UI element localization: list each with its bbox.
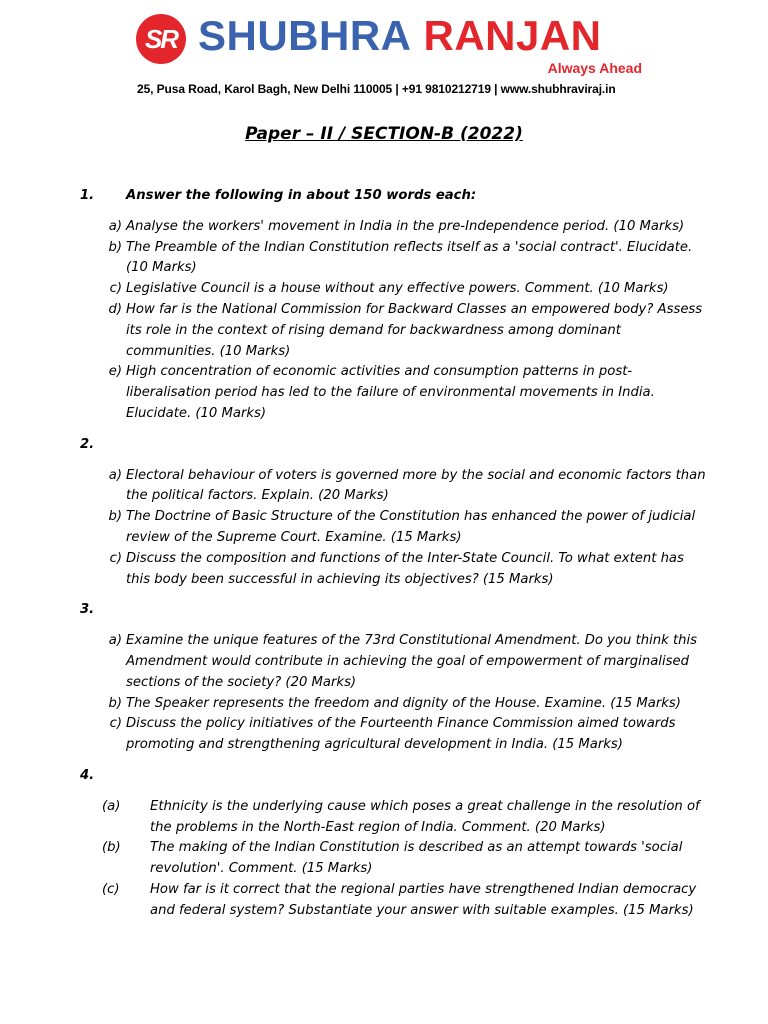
list-item [80, 507, 710, 549]
sub-question-label: c) [109, 716, 122, 732]
sub-question-text: The Doctrine of Basic Structure of the Constitution has enhanced the power of judicial review of the Supreme Court. Examine. (15 Marks) [126, 509, 696, 545]
tagline: Always Ahead [547, 60, 642, 76]
sub-question-text: Examine the unique features of the 73rd Constitutional Amendment. Do you think this Amendment would contribute in achieving the goal of empowerment of marginalised sections of the society? (20 Marks) [126, 633, 698, 690]
list-item [80, 694, 710, 715]
question-instruction [126, 600, 710, 621]
question-number: 3. [80, 602, 95, 618]
sub-question-list [80, 631, 710, 756]
question-heading [80, 600, 710, 621]
list-item [80, 300, 710, 362]
sub-question-label: a) [108, 218, 122, 234]
sub-question-text: Discuss the policy initiatives of the Fourteenth Finance Commission aimed towards promoting and strengthening agricultural development in India. (15 Marks) [126, 716, 676, 753]
address-line: 25, Pusa Road, Karol Bagh, New Delhi 110005 | +91 9810212719 | www.shubhraviraj.in [137, 82, 616, 96]
list-item [80, 714, 710, 756]
brand-first: SHUBHRA [198, 12, 412, 59]
paper-title: Paper – II / SECTION-B (2022) [245, 124, 523, 144]
question-instruction: Answer the following in about 150 words each: [126, 188, 477, 203]
list-item [80, 838, 710, 880]
question-number: 1. [80, 188, 95, 203]
question-heading [80, 766, 710, 787]
list-item [80, 797, 710, 839]
letterhead [0, 0, 768, 110]
list-item [80, 362, 710, 424]
list-item [80, 880, 710, 922]
question-number: 4. [80, 767, 95, 783]
brand-name [198, 12, 602, 60]
question-2 [80, 435, 710, 591]
sub-question-text: Legislative Council is a house without any effective powers. Comment. (10 Marks) [126, 281, 669, 297]
sub-question-list [80, 217, 710, 425]
sub-question-label: a) [108, 467, 122, 483]
question-heading [80, 186, 710, 207]
sub-question-text: The Preamble of the Indian Constitution reflects itself as a 'social contract'. Elucidate. (10 Marks) [126, 239, 693, 276]
question-instruction [126, 435, 710, 456]
sub-question-label: (a) [102, 798, 121, 814]
list-item [80, 631, 710, 693]
sub-question-text: Analyse the workers' movement in India in the pre-Independence period. (10 Marks) [126, 218, 685, 234]
sub-question-label: (c) [102, 881, 120, 897]
sub-question-text: How far is it correct that the regional parties have strengthened Indian democracy and federal system? Substantiate your answer with suitable examples. (15 Marks) [150, 881, 697, 918]
sub-question-label: a) [108, 633, 122, 649]
sub-question-label: c) [109, 550, 122, 566]
sub-question-text: Discuss the composition and functions of the Inter-State Council. To what extent has this body been successful in achieving its objectives? (15 Marks) [126, 550, 684, 587]
list-item [80, 466, 710, 508]
sub-question-label: (b) [102, 840, 121, 856]
list-item [80, 279, 710, 300]
sub-question-text: How far is the National Commission for Backward Classes an empowered body? Assess its role in the context of rising demand for backwardness among dominant communities. (10 Marks) [126, 301, 703, 359]
sub-question-text: Electoral behaviour of voters is governed more by the social and economic factors than the political factors. Explain. (20 Marks) [126, 467, 706, 504]
sub-question-label: d) [108, 301, 122, 317]
question-list [80, 186, 710, 922]
sub-question-list [80, 466, 710, 591]
sub-question-text: The Speaker represents the freedom and dignity of the House. Examine. (15 Marks) [126, 695, 681, 711]
question-4 [80, 766, 710, 922]
question-heading [80, 435, 710, 456]
sub-question-label: b) [108, 695, 122, 711]
sub-question-text: The making of the Indian Constitution is described as an attempt towards 'social revolution'. Comment. (15 Marks) [150, 840, 683, 877]
sub-question-label: b) [108, 509, 122, 525]
question-number: 2. [80, 436, 95, 452]
brand-second: RANJAN [423, 12, 602, 59]
sub-question-text: High concentration of economic activities and consumption patterns in post-liberalisation period has led to the failure of environmental movements in India. Elucidate. (10 Marks) [126, 364, 655, 421]
sub-question-label: e) [108, 364, 122, 380]
sub-question-label: c) [109, 281, 122, 297]
sub-question-text: Ethnicity is the underlying cause which poses a great challenge in the resolution of the problems in the North-East region of India. Comment. (20 Marks) [150, 798, 700, 835]
sr-logo-icon: SR [136, 14, 186, 64]
question-1 [80, 186, 710, 425]
question-instruction [126, 766, 710, 787]
question-3 [80, 600, 710, 756]
sub-question-label: b) [108, 239, 122, 255]
list-item [80, 217, 710, 238]
list-item [80, 238, 710, 280]
sub-question-list [80, 797, 710, 922]
list-item [80, 549, 710, 591]
